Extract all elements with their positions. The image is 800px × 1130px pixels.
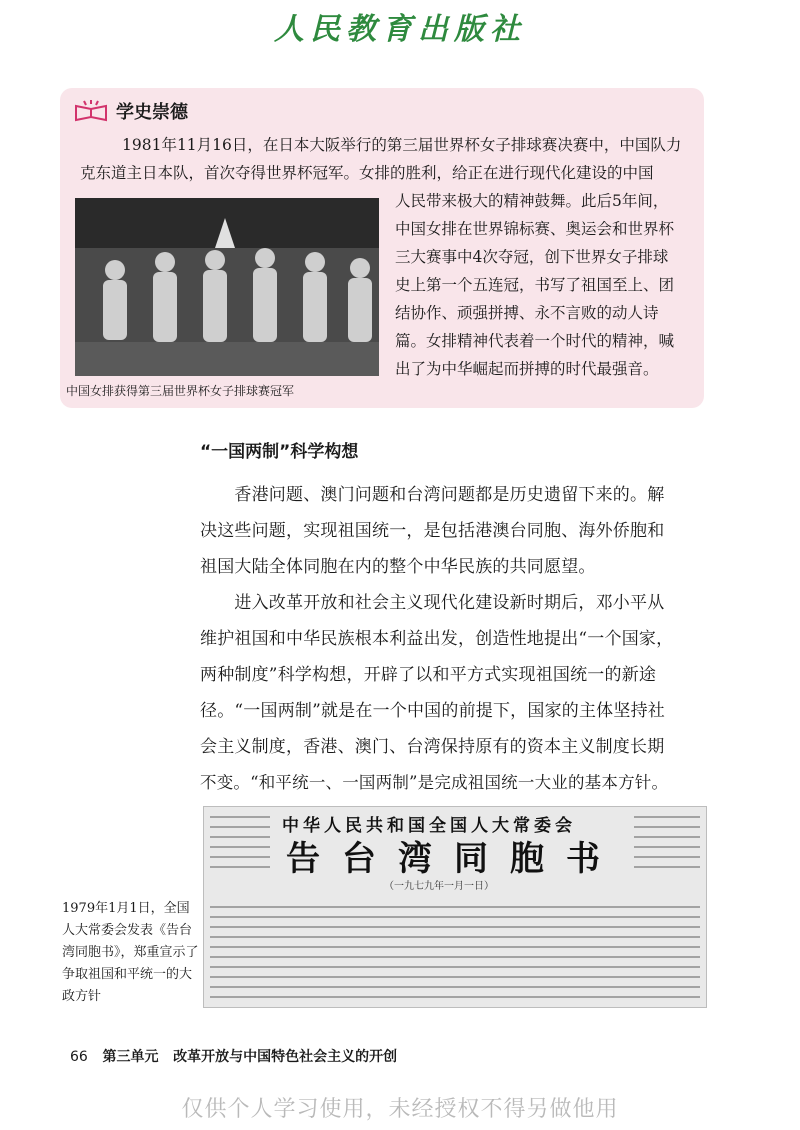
photo-caption: 中国女排获得第三届世界杯女子排球赛冠军 — [66, 384, 295, 398]
open-book-icon — [74, 100, 108, 122]
body-line: 维护祖国和中华民族根本利益出发，创造性地提出“一个国家， — [200, 629, 674, 649]
box-text-line: 中国女排在世界锦标赛、奥运会和世界杯 — [395, 220, 675, 238]
body-line: 决这些问题，实现祖国统一，是包括港澳台同胞、海外侨胞和 — [200, 521, 665, 541]
box-text-line: 篇。女排精神代表着一个时代的精神，喊 — [395, 332, 675, 350]
box-title-text: 学史崇德 — [116, 102, 188, 123]
body-line: 进入改革开放和社会主义现代化建设新时期后，邓小平从 — [200, 593, 665, 613]
body-line: 会主义制度，香港、澳门、台湾保持原有的资本主义制度长期 — [200, 737, 665, 757]
body-line: 香港问题、澳门问题和台湾问题都是历史遗留下来的。解 — [200, 485, 665, 505]
body-line: 径。“一国两制”就是在一个中国的前提下，国家的主体坚持社 — [200, 701, 665, 721]
box-text-line: 出了为中华崛起而拼搏的时代最强音。 — [395, 360, 659, 378]
history-virtue-box — [60, 88, 704, 408]
newspaper-headline-1: 中华人民共和国全国人大常委会 — [282, 816, 576, 836]
box-text-line: 1981年11月16日，在日本大阪举行的第三届世界杯女子排球赛决赛中，中国队力 — [122, 136, 682, 154]
box-title — [74, 98, 188, 124]
watermark: 仅供个人学习使用，未经授权不得另做他用 — [181, 1097, 619, 1122]
page-number: 66 — [70, 1049, 88, 1065]
newspaper-headline-2: 告台湾同胞书 — [286, 839, 622, 879]
page-footer — [70, 1046, 397, 1066]
section-title: “一国两制”科学构想 — [200, 442, 359, 462]
volleyball-team-photo — [75, 198, 379, 376]
box-text-line: 三大赛事中4次夺冠，创下世界女子排球 — [395, 248, 669, 266]
box-text-line: 克东道主日本队，首次夺得世界杯冠军。女排的胜利，给正在进行现代化建设的中国 — [80, 164, 654, 182]
newspaper-caption: 1979年1月1日，全国人大常委会发表《告台湾同胞书》，郑重宣示了争取祖国和平统一的大政方针 — [62, 901, 199, 1004]
body-line: 祖国大陆全体同胞在内的整个中华民族的共同愿望。 — [200, 557, 596, 577]
box-text-line: 人民带来极大的精神鼓舞。此后5年间， — [395, 192, 669, 210]
unit-label: 第三单元 — [102, 1049, 159, 1065]
newspaper-date: （一九七九年一月一日） — [384, 881, 494, 892]
newspaper-image — [203, 806, 707, 1008]
body-line: 不变。“和平统一、一国两制”是完成祖国统一大业的基本方针。 — [200, 773, 669, 792]
box-text-line: 结协作、顽强拼搏、永不言败的动人诗 — [395, 304, 659, 322]
unit-title: 改革开放与中国特色社会主义的开创 — [173, 1049, 398, 1065]
box-text-line: 史上第一个五连冠，书写了祖国至上、团 — [395, 276, 675, 294]
body-line: 两种制度”科学构想，开辟了以和平方式实现祖国统一的新途 — [200, 665, 657, 685]
publisher-logo: 人民教育出版社 — [274, 12, 526, 47]
team-photo-illustration — [75, 198, 379, 376]
